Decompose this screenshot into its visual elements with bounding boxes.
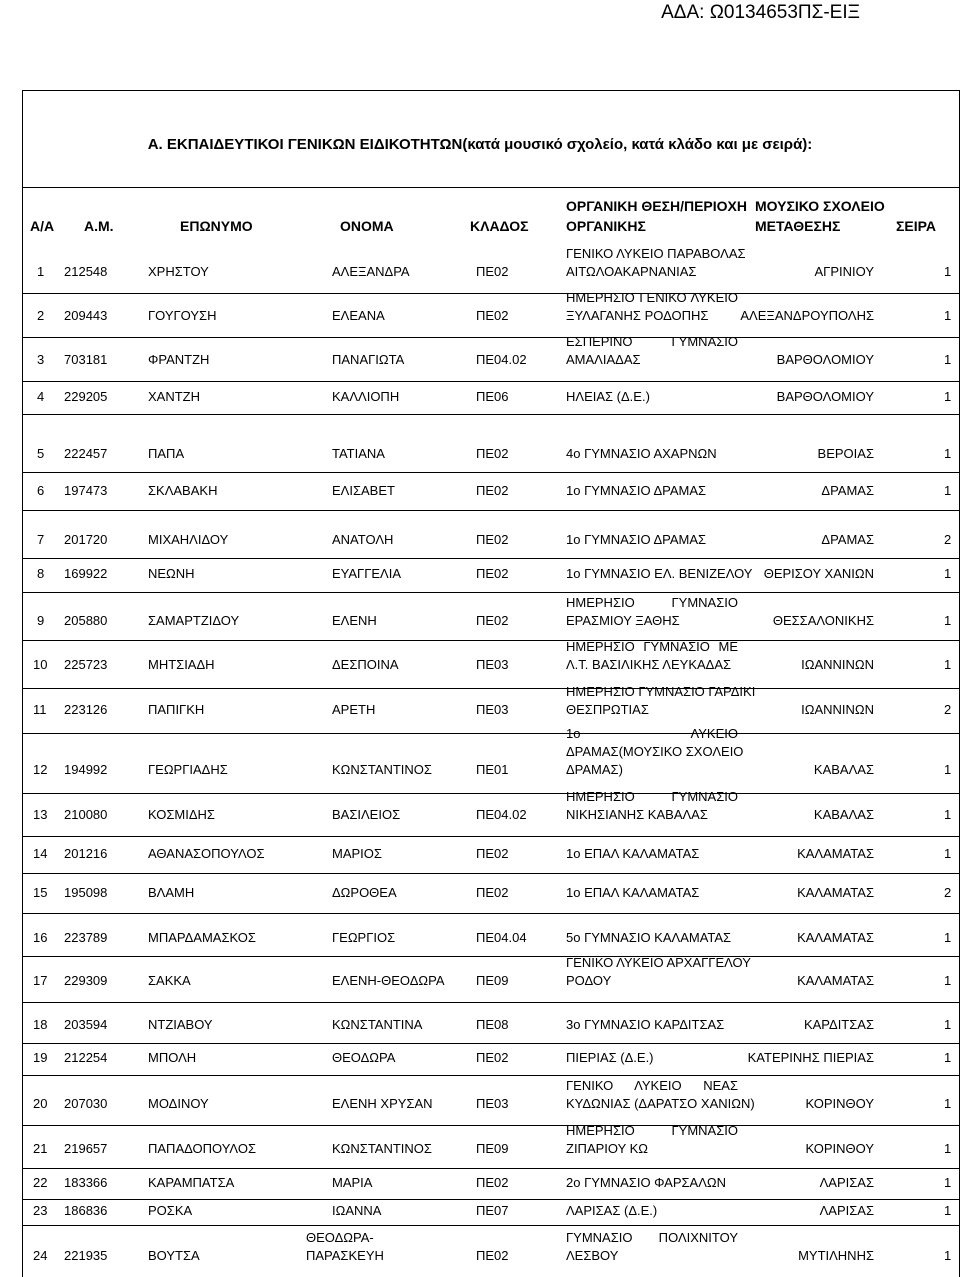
row-org-line: 2ο ΓΥΜΝΑΣΙΟ ΦΑΡΣΑΛΩΝ (566, 1175, 726, 1190)
row-am: 209443 (64, 308, 108, 323)
row-name: ΤΑΤΙΑΝΑ (332, 446, 385, 461)
row-aa: 6 (37, 483, 45, 498)
row-surname: ΓΕΩΡΓΙΑΔΗΣ (148, 762, 228, 777)
row-aa: 13 (33, 807, 48, 822)
row-name: ΜΑΡΙΑ (332, 1175, 373, 1190)
row-surname: ΜΟΔΙΝΟΥ (148, 1096, 209, 1111)
row-name: ΕΛΕΑΝΑ (332, 308, 385, 323)
section-title: Α. ΕΚΠΑΙΔΕΥΤΙΚΟΙ ΓΕΝΙΚΩΝ ΕΙΔΙΚΟΤΗΤΩΝ(κατά μουσικό σχολείο, κατά κλάδο και με σειρά): (147, 136, 813, 153)
row-divider (22, 510, 960, 511)
row-aa: 5 (37, 446, 45, 461)
row-order: 1 (944, 1203, 952, 1218)
row-branch: ΠΕ02 (476, 264, 509, 279)
row-order: 1 (944, 762, 952, 777)
row-org-line: ΗΜΕΡΗΣΙΟ ΓΥΜΝΑΣΙΟ ΜΕ (566, 639, 738, 654)
row-am: 229309 (64, 973, 108, 988)
row-org-line: 5ο ΓΥΜΝΑΣΙΟ ΚΑΛΑΜΑΤΑΣ (566, 930, 732, 945)
row-am: 210080 (64, 807, 108, 822)
row-name: ΑΡΕΤΗ (332, 702, 376, 717)
row-dest: ΚΟΡΙΝΘΟΥ (805, 1141, 874, 1156)
row-aa: 14 (33, 846, 48, 861)
row-org-line: ΓΕΝΙΚΟ ΛΥΚΕΙΟ ΝΕΑΣ (566, 1078, 738, 1093)
row-order: 1 (944, 613, 952, 628)
row-aa: 22 (33, 1175, 48, 1190)
row-surname: ΠΑΠΙΓΚΗ (148, 702, 205, 717)
row-am: 223126 (64, 702, 108, 717)
row-surname: ΠΑΠΑΔΟΠΟΥΛΟΣ (148, 1141, 256, 1156)
row-order: 1 (944, 973, 952, 988)
row-org-line: 1ο ΓΥΜΝΑΣΙΟ ΔΡΑΜΑΣ (566, 483, 707, 498)
row-aa: 23 (33, 1203, 48, 1218)
heading-divider (22, 187, 960, 188)
row-surname: ΦΡΑΝΤΖΗ (148, 352, 210, 367)
row-am: 201720 (64, 532, 108, 547)
row-name: ΘΕΟΔΩΡΑ (332, 1050, 396, 1065)
row-divider (22, 414, 960, 415)
row-divider (22, 688, 960, 689)
row-dest: ΘΕΣΣΑΛΟΝΙΚΗΣ (772, 613, 874, 628)
row-am: 229205 (64, 389, 108, 404)
row-org-line: ΛΑΡΙΣΑΣ (Δ.Ε.) (566, 1203, 658, 1218)
row-am: 212254 (64, 1050, 108, 1065)
row-surname: ΚΑΡΑΜΠΑΤΣΑ (148, 1175, 235, 1190)
row-branch: ΠΕ02 (476, 846, 509, 861)
row-order: 1 (944, 807, 952, 822)
row-dest: ΒΑΡΘΟΛΟΜΙΟΥ (776, 389, 874, 404)
row-branch: ΠΕ09 (476, 973, 509, 988)
header-am: Α.Μ. (84, 218, 114, 234)
row-am: 203594 (64, 1017, 108, 1032)
row-surname: ΣΚΛΑΒΑΚΗ (148, 483, 218, 498)
row-branch: ΠΕ03 (476, 702, 509, 717)
row-org-line: ΓΥΜΝΑΣΙΟ ΠΟΛΙΧΝΙΤΟΥ (566, 1230, 738, 1245)
header-branch: ΚΛΑΔΟΣ (470, 218, 529, 234)
row-aa: 9 (37, 613, 45, 628)
row-org-line: ΗΛΕΙΑΣ (Δ.Ε.) (566, 389, 650, 404)
row-order: 1 (944, 264, 952, 279)
row-aa: 16 (33, 930, 48, 945)
row-divider (22, 640, 960, 641)
row-surname: ΜΙΧΑΗΛΙΔΟΥ (148, 532, 229, 547)
row-org-line: ΗΜΕΡΗΣΙΟ ΓΕΝΙΚΟ ΛΥΚΕΙΟ (566, 290, 738, 305)
row-aa: 21 (33, 1141, 48, 1156)
row-branch: ΠΕ02 (476, 1175, 509, 1190)
row-name: ΜΑΡΙΟΣ (332, 846, 382, 861)
row-divider (22, 1125, 960, 1126)
row-order: 1 (944, 1096, 952, 1111)
row-dest: ΔΡΑΜΑΣ (821, 483, 874, 498)
table-top-border (22, 90, 960, 91)
row-branch: ΠΕ03 (476, 657, 509, 672)
row-name: ΚΩΝΣΤΑΝΤΙΝΟΣ (332, 762, 432, 777)
row-branch: ΠΕ02 (476, 885, 509, 900)
row-order: 1 (944, 1175, 952, 1190)
row-org-line: ΑΜΑΛΙΑΔΑΣ (566, 352, 641, 367)
row-divider (22, 337, 960, 338)
row-name: ΚΑΛΛΙΟΠΗ (332, 389, 400, 404)
row-am: 201216 (64, 846, 108, 861)
row-order: 1 (944, 1141, 952, 1156)
row-org-line: ΚΥΔΩΝΙΑΣ (ΔΑΡΑΤΣΟ ΧΑΝΙΩΝ) (566, 1096, 755, 1111)
header-org-line2: ΟΡΓΑΝΙΚΗΣ (566, 218, 646, 234)
row-dest: ΚΑΡΔΙΤΣΑΣ (803, 1017, 874, 1032)
row-branch: ΠΕ06 (476, 389, 509, 404)
row-surname: ΒΟΥΤΣΑ (148, 1248, 200, 1263)
row-surname: ΓΟΥΓΟΥΣΗ (148, 308, 217, 323)
row-divider (22, 1002, 960, 1003)
row-surname: ΜΠΟΛΗ (148, 1050, 197, 1065)
row-name: ΓΕΩΡΓΙΟΣ (332, 930, 396, 945)
row-dest: ΔΡΑΜΑΣ (821, 532, 874, 547)
row-order: 1 (944, 1050, 952, 1065)
row-aa: 17 (33, 973, 48, 988)
row-org-line: ΗΜΕΡΗΣΙΟ ΓΥΜΝΑΣΙΟ ΓΑΡΔΙΚΙ (566, 684, 756, 699)
row-order: 1 (944, 566, 952, 581)
row-dest: ΚΑΒΑΛΑΣ (813, 807, 874, 822)
row-am: 219657 (64, 1141, 108, 1156)
row-aa: 2 (37, 308, 45, 323)
row-order: 1 (944, 1017, 952, 1032)
row-dest: ΘΕΡΙΣΟΥ ΧΑΝΙΩΝ (763, 566, 874, 581)
row-org-line: ΗΜΕΡΗΣΙΟ ΓΥΜΝΑΣΙΟ (566, 789, 738, 804)
row-am: 221935 (64, 1248, 108, 1263)
header-organic-position (566, 196, 747, 236)
row-aa: 12 (33, 762, 48, 777)
row-surname: ΧΡΗΣΤΟΥ (148, 264, 209, 279)
row-dest: ΚΑΛΑΜΑΤΑΣ (797, 930, 874, 945)
row-name: ΕΛΙΣΑΒΕΤ (332, 483, 395, 498)
row-surname: ΣΑΚΚΑ (148, 973, 191, 988)
header-order: ΣΕΙΡΑ (896, 218, 937, 234)
row-name-line: ΠΑΡΑΣΚΕΥΗ (306, 1248, 384, 1263)
row-divider (22, 913, 960, 914)
row-org-line: ΝΙΚΗΣΙΑΝΗΣ ΚΑΒΑΛΑΣ (566, 807, 708, 822)
row-branch: ΠΕ03 (476, 1096, 509, 1111)
row-am: 195098 (64, 885, 108, 900)
row-name: ΚΩΝΣΤΑΝΤΙΝΟΣ (332, 1141, 432, 1156)
row-dest: ΚΑΤΕΡΙΝΗΣ ΠΙΕΡΙΑΣ (747, 1050, 874, 1065)
row-dest: ΙΩΑΝΝΙΝΩΝ (801, 702, 874, 717)
row-dest: ΚΑΛΑΜΑΤΑΣ (797, 885, 874, 900)
row-name: ΕΥΑΓΓΕΛΙΑ (332, 566, 402, 581)
row-org-line: ΓΕΝΙΚΟ ΛΥΚΕΙΟ ΑΡΧΑΓΓΕΛΟΥ (566, 955, 751, 970)
row-divider (22, 592, 960, 593)
row-aa: 15 (33, 885, 48, 900)
header-dest-line2: ΜΕΤΑΘΕΣΗΣ (755, 218, 841, 234)
row-surname: ΝΕΩΝΗ (148, 566, 195, 581)
row-branch: ΠΕ04.02 (476, 352, 527, 367)
row-aa: 11 (33, 702, 47, 717)
row-order: 1 (944, 1248, 952, 1263)
row-aa: 19 (33, 1050, 48, 1065)
row-org-line: Λ.Τ. ΒΑΣΙΛΙΚΗΣ ΛΕΥΚΑΔΑΣ (566, 657, 732, 672)
row-order: 1 (944, 846, 952, 861)
row-org-line: ΔΡΑΜΑΣ) (566, 762, 623, 777)
row-order: 2 (944, 885, 952, 900)
row-name: ΑΛΕΞΑΝΔΡΑ (332, 264, 410, 279)
row-branch: ΠΕ07 (476, 1203, 509, 1218)
row-branch: ΠΕ02 (476, 308, 509, 323)
row-org-line: 1ο ΛΥΚΕΙΟ (566, 726, 738, 741)
row-name: ΕΛΕΝΗ-ΘΕΟΔΩΡΑ (332, 973, 445, 988)
row-order: 1 (944, 389, 952, 404)
row-dest: ΚΑΛΑΜΑΤΑΣ (797, 846, 874, 861)
row-order: 2 (944, 532, 952, 547)
row-surname: ΜΠΑΡΔΑΜΑΣΚΟΣ (148, 930, 256, 945)
row-surname: ΧΑΝΤΖΗ (148, 389, 200, 404)
row-org-line: ΑΙΤΩΛΟΑΚΑΡΝΑΝΙΑΣ (566, 264, 697, 279)
header-aa: Α/Α (30, 218, 55, 234)
row-divider (22, 873, 960, 874)
row-dest: ΛΑΡΙΣΑΣ (819, 1175, 874, 1190)
row-branch: ΠΕ02 (476, 532, 509, 547)
row-dest: ΚΑΛΑΜΑΤΑΣ (797, 973, 874, 988)
row-am: 194992 (64, 762, 108, 777)
row-name: ΠΑΝΑΓΙΩΤΑ (332, 352, 405, 367)
row-org-line: ΘΕΣΠΡΩΤΙΑΣ (566, 702, 649, 717)
row-dest: ΑΛΕΞΑΝΔΡΟΥΠΟΛΗΣ (740, 308, 874, 323)
row-order: 1 (944, 483, 952, 498)
row-am: 222457 (64, 446, 108, 461)
row-aa: 20 (33, 1096, 48, 1111)
row-branch: ΠΕ08 (476, 1017, 509, 1032)
row-surname: ΑΘΑΝΑΣΟΠΟΥΛΟΣ (148, 846, 265, 861)
row-name-line: ΘΕΟΔΩΡΑ- (306, 1230, 374, 1245)
row-org-line: ΕΡΑΣΜΙΟΥ ΞΑΘΗΣ (566, 613, 680, 628)
row-branch: ΠΕ04.04 (476, 930, 527, 945)
row-org-line: ΔΡΑΜΑΣ(ΜΟΥΣΙΚΟ ΣΧΟΛΕΙΟ (566, 744, 744, 759)
header-surname: ΕΠΩΝΥΜΟ (180, 218, 253, 234)
row-am: 212548 (64, 264, 108, 279)
row-name: ΚΩΝΣΤΑΝΤΙΝΑ (332, 1017, 423, 1032)
row-branch: ΠΕ02 (476, 1248, 509, 1263)
row-divider (22, 1043, 960, 1044)
row-am: 703181 (64, 352, 108, 367)
row-org-line: 1ο ΓΥΜΝΑΣΙΟ ΕΛ. ΒΕΝΙΖΕΛΟΥ (566, 566, 753, 581)
row-branch: ΠΕ09 (476, 1141, 509, 1156)
row-order: 1 (944, 930, 952, 945)
row-org-line: ΓΕΝΙΚΟ ΛΥΚΕΙΟ ΠΑΡΑΒΟΛΑΣ (566, 246, 746, 261)
row-name: ΕΛΕΝΗ (332, 613, 377, 628)
row-am: 183366 (64, 1175, 108, 1190)
row-org-line: 1ο ΕΠΑΛ ΚΑΛΑΜΑΤΑΣ (566, 846, 700, 861)
row-order: 1 (944, 446, 952, 461)
row-branch: ΠΕ02 (476, 1050, 509, 1065)
row-aa: 1 (37, 264, 45, 279)
row-branch: ΠΕ01 (476, 762, 509, 777)
row-name: ΕΛΕΝΗ ΧΡΥΣΑΝ (332, 1096, 433, 1111)
row-divider (22, 1075, 960, 1076)
row-divider (22, 558, 960, 559)
row-order: 2 (944, 702, 952, 717)
row-surname: ΣΑΜΑΡΤΖΙΔΟΥ (148, 613, 240, 628)
row-dest: ΙΩΑΝΝΙΝΩΝ (801, 657, 874, 672)
row-surname: ΡΟΣΚΑ (148, 1203, 193, 1218)
row-org-line: ΖΙΠΑΡΙΟΥ ΚΩ (566, 1141, 649, 1156)
row-divider (22, 733, 960, 734)
row-am: 186836 (64, 1203, 108, 1218)
row-branch: ΠΕ02 (476, 613, 509, 628)
row-surname: ΒΛΑΜΗ (148, 885, 195, 900)
row-name: ΙΩΑΝΝΑ (332, 1203, 382, 1218)
row-org-line: 1ο ΓΥΜΝΑΣΙΟ ΔΡΑΜΑΣ (566, 532, 707, 547)
row-org-line: ΡΟΔΟΥ (566, 973, 612, 988)
ada-code: ΑΔΑ: Ω0134653ΠΣ-ΕΙΞ (661, 2, 860, 23)
row-surname: ΝΤΖΙΑΒΟΥ (148, 1017, 213, 1032)
row-name: ΔΩΡΟΘΕΑ (332, 885, 397, 900)
row-am: 223789 (64, 930, 108, 945)
row-divider (22, 1168, 960, 1169)
row-order: 1 (944, 352, 952, 367)
row-am: 169922 (64, 566, 108, 581)
header-dest-line1: ΜΟΥΣΙΚΟ ΣΧΟΛΕΙΟ (755, 198, 885, 214)
row-org-line: ΠΙΕΡΙΑΣ (Δ.Ε.) (566, 1050, 654, 1065)
row-surname: ΜΗΤΣΙΑΔΗ (148, 657, 215, 672)
row-dest: ΒΑΡΘΟΛΟΜΙΟΥ (776, 352, 874, 367)
row-divider (22, 381, 960, 382)
row-aa: 8 (37, 566, 45, 581)
row-am: 205880 (64, 613, 108, 628)
header-music-school (755, 196, 885, 236)
row-org-line: ΞΥΛΑΓΑΝΗΣ ΡΟΔΟΠΗΣ (566, 308, 709, 323)
row-org-line: ΛΕΣΒΟΥ (566, 1248, 619, 1263)
row-divider (22, 956, 960, 957)
row-am: 197473 (64, 483, 108, 498)
row-dest: ΚΟΡΙΝΘΟΥ (805, 1096, 874, 1111)
row-dest: ΜΥΤΙΛΗΝΗΣ (798, 1248, 874, 1263)
row-aa: 10 (33, 657, 48, 672)
row-aa: 18 (33, 1017, 48, 1032)
row-org-line: 3ο ΓΥΜΝΑΣΙΟ ΚΑΡΔΙΤΣΑΣ (566, 1017, 725, 1032)
row-surname: ΠΑΠΑ (148, 446, 185, 461)
row-aa: 24 (33, 1248, 48, 1263)
row-aa: 4 (37, 389, 45, 404)
row-divider (22, 293, 960, 294)
row-name: ΒΑΣΙΛΕΙΟΣ (332, 807, 401, 822)
row-surname: ΚΟΣΜΙΔΗΣ (148, 807, 215, 822)
row-name: ΑΝΑΤΟΛΗ (332, 532, 394, 547)
row-divider (22, 1225, 960, 1226)
header-name: ΟΝΟΜΑ (340, 218, 394, 234)
row-org-line: ΗΜΕΡΗΣΙΟ ΓΥΜΝΑΣΙΟ (566, 595, 738, 610)
row-divider (22, 793, 960, 794)
row-org-line: 4ο ΓΥΜΝΑΣΙΟ ΑΧΑΡΝΩΝ (566, 446, 717, 461)
row-dest: ΚΑΒΑΛΑΣ (813, 762, 874, 777)
row-branch: ΠΕ02 (476, 483, 509, 498)
header-org-line1: ΟΡΓΑΝΙΚΗ ΘΕΣΗ/ΠΕΡΙΟΧΗ (566, 198, 747, 214)
row-order: 1 (944, 308, 952, 323)
row-am: 225723 (64, 657, 108, 672)
row-org-line: ΗΜΕΡΗΣΙΟ ΓΥΜΝΑΣΙΟ (566, 1123, 738, 1138)
row-aa: 3 (37, 352, 45, 367)
row-org-line: 1ο ΕΠΑΛ ΚΑΛΑΜΑΤΑΣ (566, 885, 700, 900)
row-am: 207030 (64, 1096, 108, 1111)
row-branch: ΠΕ04.02 (476, 807, 527, 822)
row-dest: ΒΕΡΟΙΑΣ (817, 446, 874, 461)
row-dest: ΛΑΡΙΣΑΣ (819, 1203, 874, 1218)
row-branch: ΠΕ02 (476, 446, 509, 461)
row-branch: ΠΕ02 (476, 566, 509, 581)
row-divider (22, 1199, 960, 1200)
row-name: ΔΕΣΠΟΙΝΑ (332, 657, 399, 672)
row-order: 1 (944, 657, 952, 672)
row-divider (22, 472, 960, 473)
row-aa: 7 (37, 532, 45, 547)
row-dest: ΑΓΡΙΝΙΟΥ (814, 264, 874, 279)
row-divider (22, 836, 960, 837)
row-org-line: ΕΣΠΕΡΙΝΟ ΓΥΜΝΑΣΙΟ (566, 334, 738, 349)
